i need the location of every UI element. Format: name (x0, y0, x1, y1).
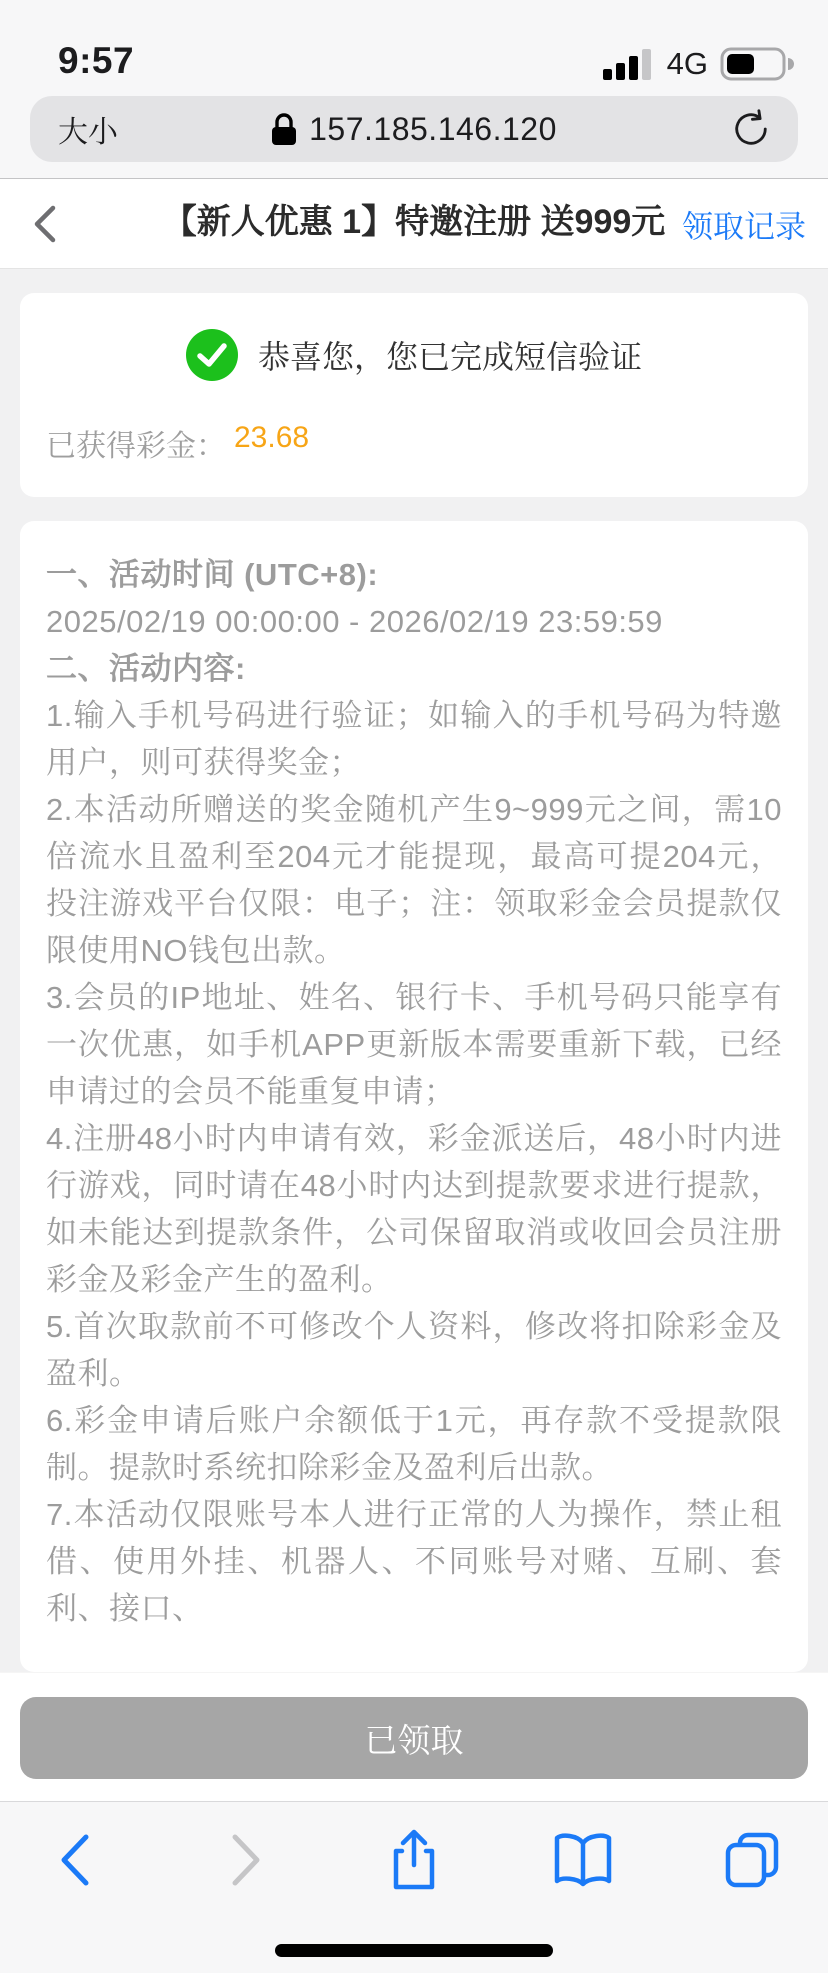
network-type-label: 4G (666, 46, 708, 81)
bonus-label: 已获得彩金： (46, 430, 226, 463)
share-icon[interactable] (382, 1828, 446, 1892)
page-content[interactable] (0, 269, 828, 1672)
browser-back-button[interactable] (44, 1828, 108, 1892)
rule-paragraph: 2.本活动所赠送的奖金随机产生9~999元之间，需10倍流水且盈利至204元才能提现，最高可提204元，投注游戏平台仅限：电子；注：领取彩金会员提款仅限使用NO钱包出款。 (46, 792, 782, 968)
text-size-button[interactable]: 大小 (58, 116, 118, 149)
success-check-icon (186, 329, 238, 381)
activity-rules-card (20, 521, 808, 1672)
status-bar (0, 0, 828, 90)
rule-paragraph: 3.会员的IP地址、姓名、银行卡、手机号码只能享有一次优惠，如手机APP更新版本需要重新下载，已经申请过的会员不能重复申请； (46, 980, 782, 1109)
safari-toolbar (0, 1801, 828, 1973)
tabs-icon[interactable] (720, 1828, 784, 1892)
rule-paragraph: 二、活动内容: (46, 651, 246, 686)
rule-paragraph: 4.注册48小时内申请有效，彩金派送后，48小时内进行游戏，同时请在48小时内达到提款要求进行提款，如未能达到提款条件，公司保留取消或收回会员注册彩金及彩金产生的盈利。 (46, 1121, 782, 1297)
claim-record-link[interactable]: 领取记录 (682, 209, 806, 244)
cellular-signal-icon (603, 48, 655, 80)
url-text: 157.185.146.120 (309, 110, 557, 147)
claim-footer (0, 1672, 828, 1801)
page-title: 【新人优惠 1】特邀注册 送999元 (162, 203, 666, 241)
page-header (0, 179, 828, 269)
rule-paragraph: 7.本活动仅限账号本人进行正常的人为操作，禁止租借、使用外挂、机器人、不同账号对赌、互刷、套利、接口、 (46, 1497, 782, 1626)
rule-paragraph: 1.输入手机号码进行验证；如输入的手机号码为特邀用户，则可获得奖金； (46, 698, 782, 780)
status-icons (603, 46, 794, 82)
sms-success-card (20, 293, 808, 497)
rule-paragraph: 6.彩金申请后账户余额低于1元，再存款不受提款限制。提款时系统扣除彩金及盈利后出款。 (46, 1403, 782, 1485)
bonus-amount: 23.68 (234, 421, 310, 454)
lock-icon (271, 112, 297, 146)
rule-paragraph: 一、活动时间 (UTC+8): (46, 557, 379, 592)
home-indicator[interactable] (275, 1944, 553, 1957)
bookmarks-icon[interactable] (551, 1828, 615, 1892)
rule-paragraph: 2025/02/19 00:00:00 - 2026/02/19 23:59:59 (46, 604, 663, 639)
address-bar[interactable] (30, 96, 798, 162)
reload-button[interactable] (732, 109, 770, 149)
status-time: 9:57 (58, 40, 135, 81)
url-display (30, 111, 798, 148)
rule-paragraph: 5.首次取款前不可修改个人资料，修改将扣除彩金及盈利。 (46, 1309, 782, 1391)
success-message: 恭喜您，您已完成短信验证 (257, 339, 642, 375)
claimed-button[interactable]: 已领取 (20, 1697, 808, 1779)
browser-forward-button[interactable] (213, 1828, 277, 1892)
url-row (0, 90, 828, 178)
battery-icon (720, 47, 794, 81)
safari-top-chrome (0, 0, 828, 179)
page-back-button[interactable] (26, 202, 66, 246)
